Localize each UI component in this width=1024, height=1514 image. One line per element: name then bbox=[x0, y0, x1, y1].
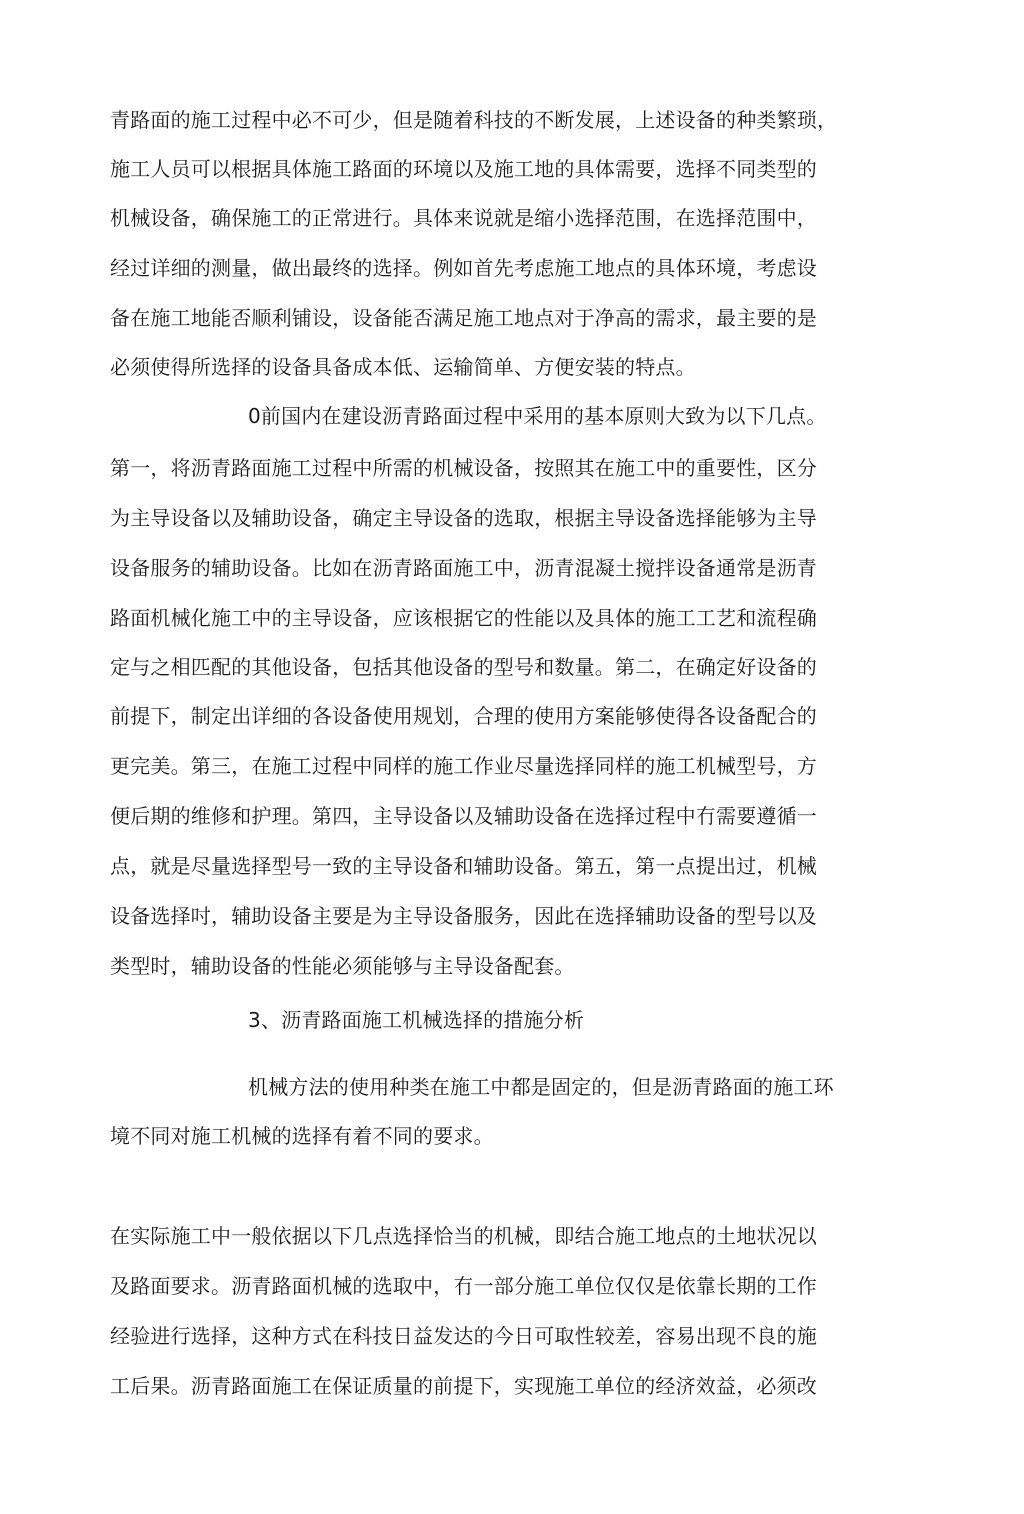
paragraph-4-line-1: 在实际施工中一般依据以下几点选择恰当的机械，即结合施工地点的土地状况以 bbox=[110, 1224, 817, 1248]
paragraph-4-line-2: 及路面要求。沥青路面机械的选取中，冇一部分施工单位仅仅是依靠长期的工作 bbox=[110, 1274, 817, 1298]
paragraph-1-line-1: 青路面的施工过程中必不可少，但是随着科技的不断发展，上述设备的种类繁琐， bbox=[110, 108, 838, 132]
paragraph-2-line-9: 便后期的维修和护理。第四，主导设备以及辅助设备在选择过程中冇需要遵循一 bbox=[110, 804, 817, 828]
paragraph-2-line-2: 第一，将沥青路面施工过程中所需的机械设备，按照其在施工中的重要性，区分 bbox=[110, 456, 817, 480]
paragraph-2-line-6: 定与之相匹配的其他设备，包括其他设备的型号和数量。第二，在确定好设备的 bbox=[110, 655, 817, 679]
paragraph-1-line-2: 施工人员可以根据具体施工路面的环境以及施工地的具体需要，选择不同类型的 bbox=[110, 157, 817, 181]
paragraph-2-line-1: 0前国内在建设沥青路面过程中采用的基本原则大致为以下几点。 bbox=[248, 404, 827, 428]
paragraph-2-line-8: 更完美。第三，在施工过程中同样的施工作业尽量选择同样的施工机械型号，方 bbox=[110, 754, 817, 778]
paragraph-2-line-3: 为主导设备以及辅助设备，确定主导设备的选取，根据主导设备选择能够为主导 bbox=[110, 506, 817, 530]
paragraph-1-line-5: 备在施工地能否顺利铺设，设备能否满足施工地点对于净高的需求，最主要的是 bbox=[110, 306, 817, 330]
paragraph-2-line-12: 类型时，辅助设备的性能必须能够与主导设备配套。 bbox=[110, 954, 575, 978]
paragraph-3-line-1: 机械方法的使用种类在施工中都是固定的，但是沥青路面的施工环 bbox=[248, 1075, 834, 1099]
paragraph-2-line-11: 设备选择吋，辅助设备主要是为主导设备服务，因此在选择辅助设备的型号以及 bbox=[110, 904, 817, 928]
paragraph-2-line-7: 前提下，制定出详细的各设备使用规划，合理的使用方案能够使得各设备配合的 bbox=[110, 704, 817, 728]
paragraph-2-line-10: 点，就是尽量选择型号一致的主导设备和辅助设备。第五，第一点提出过，机械 bbox=[110, 854, 817, 878]
paragraph-2-line-4: 设备服务的辅助设备。比如在沥青路面施工中，沥青混凝土搅拌设备通常是沥青 bbox=[110, 556, 817, 580]
paragraph-2-line-5: 路面机械化施工中的主导设备，应该根据它的性能以及具体的施工工艺和流程确 bbox=[110, 606, 817, 630]
paragraph-1-line-3: 机械设备，确保施工的正常进行。具体来说就是缩小选择范围，在选择范围中， bbox=[110, 206, 817, 230]
paragraph-3-line-2: 境不同对施工机械的选择有着不同的要求。 bbox=[110, 1124, 494, 1148]
section-heading: 3、沥青路面施工机械选择的措施分析 bbox=[248, 1008, 585, 1032]
paragraph-4-line-3: 经验进行选择，这种方式在科技日益发达的今日可取性较差，容易出现不良的施 bbox=[110, 1324, 817, 1348]
paragraph-1-line-6: 必须使得所选择的设备具备成本低、运输简单、方便安装的特点。 bbox=[110, 355, 696, 379]
paragraph-4-line-4: 工后果。沥青路面施工在保证质量的前提下，实现施工单位的经济效益，必须改 bbox=[110, 1374, 817, 1398]
paragraph-1-line-4: 经过详细的测量，做出最终的选择。例如首先考虑施工地点的具体环境，考虑设 bbox=[110, 256, 817, 280]
